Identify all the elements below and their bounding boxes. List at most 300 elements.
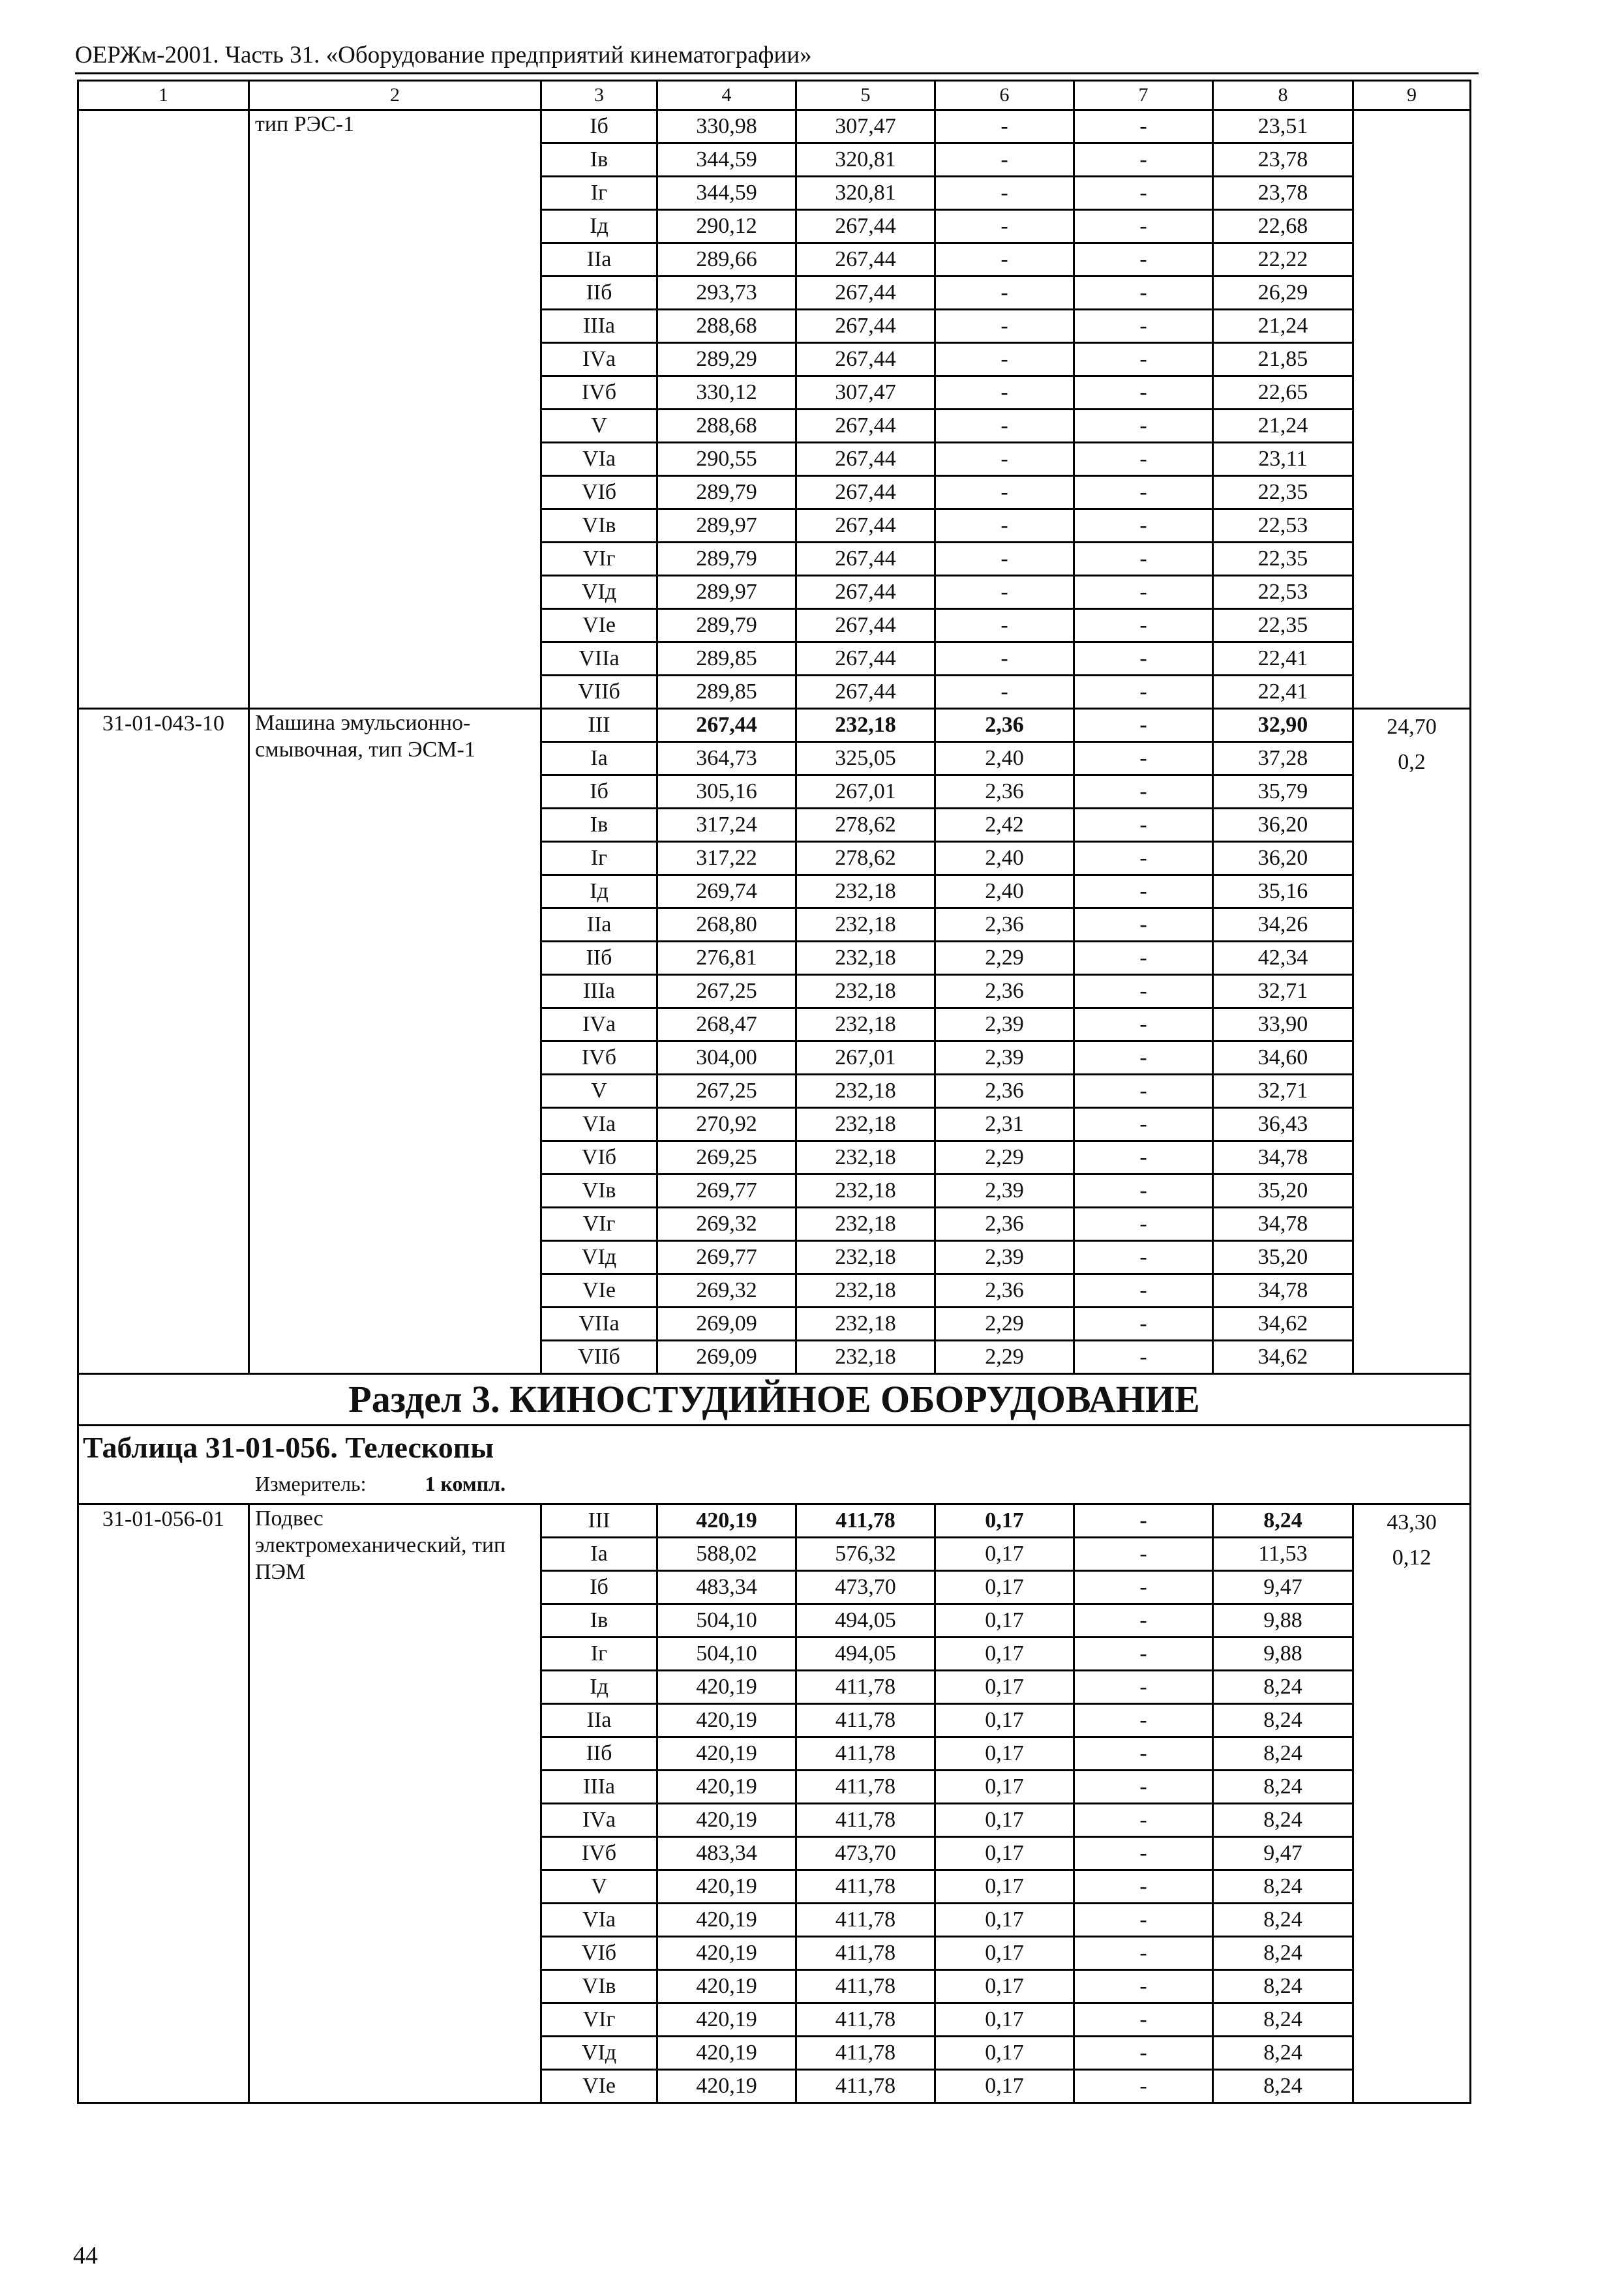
value-cell: 34,78 xyxy=(1213,1141,1353,1174)
value-cell: - xyxy=(1074,410,1213,443)
value-cell: 42,34 xyxy=(1213,942,1353,975)
value-cell: 278,62 xyxy=(796,842,935,875)
value-cell: - xyxy=(1074,1241,1213,1274)
value-cell: 9,47 xyxy=(1213,1837,1353,1870)
value-cell: 34,26 xyxy=(1213,908,1353,942)
value-cell: - xyxy=(935,509,1074,543)
value-cell: 0,17 xyxy=(935,1837,1074,1870)
value-cell: 411,78 xyxy=(796,1904,935,1937)
value-cell: 2,40 xyxy=(935,875,1074,908)
zone-cell: Iд xyxy=(541,1671,657,1704)
zone-cell: VIа xyxy=(541,1904,657,1937)
value-cell: 420,19 xyxy=(657,1504,796,1538)
value-cell: 317,24 xyxy=(657,809,796,842)
value-cell: 232,18 xyxy=(796,875,935,908)
zone-cell: Iа xyxy=(541,742,657,775)
value-cell: 411,78 xyxy=(796,1804,935,1837)
price-table xyxy=(77,80,1471,2104)
value-cell: - xyxy=(1074,842,1213,875)
value-cell: 232,18 xyxy=(796,1341,935,1374)
table-header xyxy=(78,1426,1471,1504)
table-body-part2 xyxy=(78,1504,1471,2103)
value-cell: 420,19 xyxy=(657,2037,796,2070)
value-cell: 420,19 xyxy=(657,1737,796,1771)
value-cell: 22,35 xyxy=(1213,609,1353,642)
zone-cell: IVб xyxy=(541,376,657,410)
zone-cell: VIд xyxy=(541,576,657,609)
table-header-row xyxy=(78,1426,1471,1504)
value-cell: 269,77 xyxy=(657,1174,796,1208)
value-cell: 267,44 xyxy=(796,443,935,476)
value-cell: 22,41 xyxy=(1213,676,1353,709)
value-cell: 269,32 xyxy=(657,1274,796,1308)
zone-cell: Iг xyxy=(541,842,657,875)
value-cell: - xyxy=(1074,642,1213,676)
value-cell: 0,17 xyxy=(935,1937,1074,1970)
zone-cell: VIе xyxy=(541,2070,657,2103)
value-cell: 330,98 xyxy=(657,110,796,143)
value-cell: - xyxy=(1074,942,1213,975)
value-cell: 411,78 xyxy=(796,1504,935,1538)
value-cell: 0,17 xyxy=(935,1604,1074,1638)
value-cell: - xyxy=(1074,1870,1213,1904)
value-cell: - xyxy=(1074,1538,1213,1571)
value-cell: 2,39 xyxy=(935,1241,1074,1274)
value-cell: - xyxy=(1074,1970,1213,2003)
value-cell: 267,44 xyxy=(657,709,796,742)
value-cell: 2,29 xyxy=(935,942,1074,975)
value-cell: - xyxy=(1074,576,1213,609)
value-cell: 2,36 xyxy=(935,975,1074,1008)
value-cell: 305,16 xyxy=(657,775,796,809)
value-cell: 344,59 xyxy=(657,143,796,177)
value-cell: 320,81 xyxy=(796,143,935,177)
value-cell: 8,24 xyxy=(1213,1504,1353,1538)
zone-cell: VIг xyxy=(541,2003,657,2037)
value-cell: 2,36 xyxy=(935,1208,1074,1241)
value-cell: 344,59 xyxy=(657,177,796,210)
value-cell: 0,17 xyxy=(935,1804,1074,1837)
value-cell: - xyxy=(1074,1571,1213,1604)
value-cell: - xyxy=(935,210,1074,243)
value-cell: 2,36 xyxy=(935,775,1074,809)
value-cell: 269,25 xyxy=(657,1141,796,1174)
zone-cell: IIа xyxy=(541,908,657,942)
value-cell: - xyxy=(1074,310,1213,343)
zone-cell: VIб xyxy=(541,476,657,509)
value-cell: 411,78 xyxy=(796,2037,935,2070)
value-cell: 325,05 xyxy=(796,742,935,775)
value-cell: 504,10 xyxy=(657,1604,796,1638)
value-cell: 36,20 xyxy=(1213,809,1353,842)
zone-cell: IIб xyxy=(541,277,657,310)
value-cell: 22,65 xyxy=(1213,376,1353,410)
value-cell: 232,18 xyxy=(796,1174,935,1208)
value-cell: 232,18 xyxy=(796,1274,935,1308)
col9-cell xyxy=(1353,709,1471,1374)
value-cell: - xyxy=(1074,1937,1213,1970)
zone-cell: VIIа xyxy=(541,642,657,676)
zone-cell: V xyxy=(541,1870,657,1904)
value-cell: 2,29 xyxy=(935,1141,1074,1174)
column-number: 6 xyxy=(935,81,1074,110)
value-cell: - xyxy=(1074,1308,1213,1341)
value-cell: 8,24 xyxy=(1213,2070,1353,2103)
value-cell: 0,17 xyxy=(935,1638,1074,1671)
value-cell: - xyxy=(1074,1108,1213,1141)
value-cell: 267,44 xyxy=(796,676,935,709)
table-body-part1 xyxy=(78,81,1471,1374)
value-cell: 420,19 xyxy=(657,1671,796,1704)
value-cell: - xyxy=(935,310,1074,343)
value-cell: - xyxy=(1074,1208,1213,1241)
value-cell: 289,29 xyxy=(657,343,796,376)
value-cell: - xyxy=(1074,509,1213,543)
zone-cell: Iб xyxy=(541,1571,657,1604)
value-cell: 320,81 xyxy=(796,177,935,210)
value-cell: 0,17 xyxy=(935,1870,1074,1904)
value-cell: - xyxy=(1074,1904,1213,1937)
value-cell: - xyxy=(935,576,1074,609)
value-cell: 35,20 xyxy=(1213,1174,1353,1208)
value-cell: - xyxy=(1074,742,1213,775)
value-cell: 420,19 xyxy=(657,1771,796,1804)
zone-cell: V xyxy=(541,1075,657,1108)
value-cell: - xyxy=(935,110,1074,143)
value-cell: - xyxy=(935,376,1074,410)
value-cell: 9,88 xyxy=(1213,1604,1353,1638)
value-cell: - xyxy=(1074,1504,1213,1538)
value-cell: - xyxy=(1074,775,1213,809)
value-cell: 22,41 xyxy=(1213,642,1353,676)
value-cell: - xyxy=(1074,277,1213,310)
value-cell: 276,81 xyxy=(657,942,796,975)
value-cell: - xyxy=(1074,1671,1213,1704)
value-cell: 411,78 xyxy=(796,1870,935,1904)
zone-cell: IIа xyxy=(541,1704,657,1737)
zone-cell: IIIа xyxy=(541,310,657,343)
value-cell: 37,28 xyxy=(1213,742,1353,775)
page-header: ОЕРЖм-2001. Часть 31. «Оборудование предприятий кинематографии» xyxy=(75,42,812,68)
value-cell: - xyxy=(1074,1604,1213,1638)
value-cell: - xyxy=(1074,975,1213,1008)
zone-cell: VIа xyxy=(541,443,657,476)
value-cell: 420,19 xyxy=(657,1870,796,1904)
table-row xyxy=(78,110,1471,143)
column-number: 4 xyxy=(657,81,796,110)
item-name: Машина эмульсионно-смывочная, тип ЭСМ-1 xyxy=(249,709,541,1374)
value-cell: 267,01 xyxy=(796,775,935,809)
value-cell: 2,39 xyxy=(935,1174,1074,1208)
value-cell: 35,20 xyxy=(1213,1241,1353,1274)
value-cell: 269,32 xyxy=(657,1208,796,1241)
value-cell: 0,17 xyxy=(935,2037,1074,2070)
value-cell: 8,24 xyxy=(1213,1671,1353,1704)
col9-value: 0,12 xyxy=(1392,1546,1432,1570)
value-cell: 420,19 xyxy=(657,1937,796,1970)
value-cell: 411,78 xyxy=(796,1771,935,1804)
value-cell: 420,19 xyxy=(657,2070,796,2103)
value-cell: 267,44 xyxy=(796,476,935,509)
value-cell: 9,47 xyxy=(1213,1571,1353,1604)
value-cell: - xyxy=(1074,609,1213,642)
value-cell: 307,47 xyxy=(796,110,935,143)
zone-cell: VIа xyxy=(541,1108,657,1141)
value-cell: 288,68 xyxy=(657,410,796,443)
column-number: 3 xyxy=(541,81,657,110)
value-cell: 267,44 xyxy=(796,609,935,642)
zone-cell: IVб xyxy=(541,1041,657,1075)
value-cell: - xyxy=(935,243,1074,277)
value-cell: 270,92 xyxy=(657,1108,796,1141)
value-cell: 289,85 xyxy=(657,676,796,709)
value-cell: 289,97 xyxy=(657,576,796,609)
value-cell: 494,05 xyxy=(796,1604,935,1638)
value-cell: 34,78 xyxy=(1213,1208,1353,1241)
value-cell: 0,17 xyxy=(935,2003,1074,2037)
value-cell: 268,47 xyxy=(657,1008,796,1041)
value-cell: 2,40 xyxy=(935,842,1074,875)
value-cell: 34,62 xyxy=(1213,1308,1353,1341)
value-cell: 11,53 xyxy=(1213,1538,1353,1571)
zone-cell: IVа xyxy=(541,1008,657,1041)
value-cell: 0,17 xyxy=(935,2070,1074,2103)
value-cell: - xyxy=(1074,1638,1213,1671)
value-cell: 23,78 xyxy=(1213,177,1353,210)
zone-cell: Iб xyxy=(541,110,657,143)
item-code: 31-01-043-10 xyxy=(78,709,249,1374)
value-cell: 232,18 xyxy=(796,1141,935,1174)
zone-cell: Iд xyxy=(541,210,657,243)
measure-row xyxy=(79,1469,1469,1498)
value-cell: 2,36 xyxy=(935,908,1074,942)
value-cell: 21,24 xyxy=(1213,410,1353,443)
value-cell: 22,53 xyxy=(1213,509,1353,543)
value-cell: 232,18 xyxy=(796,709,935,742)
zone-cell: Iа xyxy=(541,1538,657,1571)
value-cell: - xyxy=(935,642,1074,676)
value-cell: 32,71 xyxy=(1213,975,1353,1008)
value-cell: 232,18 xyxy=(796,1008,935,1041)
value-cell: 483,34 xyxy=(657,1837,796,1870)
col9-value: 0,2 xyxy=(1398,750,1426,774)
value-cell: 411,78 xyxy=(796,1704,935,1737)
value-cell: 293,73 xyxy=(657,277,796,310)
value-cell: 289,97 xyxy=(657,509,796,543)
value-cell: - xyxy=(1074,243,1213,277)
zone-cell: VIIа xyxy=(541,1308,657,1341)
value-cell: - xyxy=(1074,2070,1213,2103)
zone-cell: IIа xyxy=(541,243,657,277)
value-cell: 2,40 xyxy=(935,742,1074,775)
value-cell: 35,79 xyxy=(1213,775,1353,809)
column-number-row xyxy=(78,81,1471,110)
value-cell: 0,17 xyxy=(935,1970,1074,2003)
value-cell: 2,31 xyxy=(935,1108,1074,1141)
value-cell: - xyxy=(1074,343,1213,376)
value-cell: 0,17 xyxy=(935,1538,1074,1571)
value-cell: 364,73 xyxy=(657,742,796,775)
zone-cell: IIIа xyxy=(541,975,657,1008)
value-cell: - xyxy=(1074,1804,1213,1837)
col9-cell xyxy=(1353,1504,1471,2103)
value-cell: 22,68 xyxy=(1213,210,1353,243)
value-cell: - xyxy=(1074,2037,1213,2070)
value-cell: - xyxy=(935,609,1074,642)
value-cell: 8,24 xyxy=(1213,1737,1353,1771)
value-cell: 2,39 xyxy=(935,1008,1074,1041)
value-cell: 267,44 xyxy=(796,343,935,376)
zone-cell: VIг xyxy=(541,543,657,576)
value-cell: 33,90 xyxy=(1213,1008,1353,1041)
value-cell: 8,24 xyxy=(1213,1771,1353,1804)
value-cell: 267,44 xyxy=(796,243,935,277)
value-cell: 483,34 xyxy=(657,1571,796,1604)
zone-cell: VIв xyxy=(541,1970,657,2003)
value-cell: 8,24 xyxy=(1213,2003,1353,2037)
value-cell: 0,17 xyxy=(935,1737,1074,1771)
value-cell: - xyxy=(1074,1837,1213,1870)
value-cell: 2,29 xyxy=(935,1308,1074,1341)
zone-cell: VIд xyxy=(541,2037,657,2070)
value-cell: 232,18 xyxy=(796,1241,935,1274)
page-number: 44 xyxy=(73,2242,98,2269)
zone-cell: VIIб xyxy=(541,676,657,709)
value-cell: - xyxy=(1074,676,1213,709)
value-cell: 22,53 xyxy=(1213,576,1353,609)
value-cell: 420,19 xyxy=(657,1904,796,1937)
zone-cell: VIе xyxy=(541,609,657,642)
table-row xyxy=(78,709,1471,742)
value-cell: - xyxy=(1074,709,1213,742)
value-cell: 588,02 xyxy=(657,1538,796,1571)
value-cell: 34,60 xyxy=(1213,1041,1353,1075)
value-cell: 268,80 xyxy=(657,908,796,942)
value-cell: - xyxy=(1074,2003,1213,2037)
zone-cell: III xyxy=(541,1504,657,1538)
zone-cell: IVа xyxy=(541,1804,657,1837)
value-cell: - xyxy=(935,177,1074,210)
col9-value: 24,70 xyxy=(1387,715,1437,739)
zone-cell: V xyxy=(541,410,657,443)
header-rule xyxy=(75,72,1479,74)
value-cell: 35,16 xyxy=(1213,875,1353,908)
value-cell: 8,24 xyxy=(1213,1904,1353,1937)
value-cell: - xyxy=(1074,110,1213,143)
value-cell: - xyxy=(935,410,1074,443)
zone-cell: III xyxy=(541,709,657,742)
zone-cell: Iв xyxy=(541,1604,657,1638)
value-cell: 288,68 xyxy=(657,310,796,343)
zone-cell: VIв xyxy=(541,1174,657,1208)
value-cell: 267,44 xyxy=(796,576,935,609)
item-name: тип РЭС-1 xyxy=(249,110,541,709)
value-cell: - xyxy=(1074,1737,1213,1771)
value-cell: 290,55 xyxy=(657,443,796,476)
value-cell: 576,32 xyxy=(796,1538,935,1571)
zone-cell: Iд xyxy=(541,875,657,908)
value-cell: 22,35 xyxy=(1213,476,1353,509)
value-cell: 269,74 xyxy=(657,875,796,908)
zone-cell: IVа xyxy=(541,343,657,376)
measure-label: Измеритель: xyxy=(255,1472,367,1495)
value-cell: 290,12 xyxy=(657,210,796,243)
value-cell: 411,78 xyxy=(796,1937,935,1970)
value-cell: 267,01 xyxy=(796,1041,935,1075)
value-cell: 269,09 xyxy=(657,1341,796,1374)
value-cell: 2,42 xyxy=(935,809,1074,842)
value-cell: 2,36 xyxy=(935,1274,1074,1308)
value-cell: 289,79 xyxy=(657,476,796,509)
value-cell: 32,90 xyxy=(1213,709,1353,742)
zone-cell: Iв xyxy=(541,809,657,842)
column-number: 8 xyxy=(1213,81,1353,110)
value-cell: 289,79 xyxy=(657,543,796,576)
value-cell: - xyxy=(1074,1341,1213,1374)
item-name: Подвес электромеханический, тип ПЭМ xyxy=(249,1504,541,2103)
value-cell: - xyxy=(1074,908,1213,942)
value-cell: 232,18 xyxy=(796,942,935,975)
value-cell: - xyxy=(935,443,1074,476)
column-number: 5 xyxy=(796,81,935,110)
section-title: Раздел 3. КИНОСТУДИЙНОЕ ОБОРУДОВАНИЕ xyxy=(78,1374,1471,1426)
value-cell: - xyxy=(1074,1075,1213,1108)
value-cell: 23,78 xyxy=(1213,143,1353,177)
value-cell: 473,70 xyxy=(796,1837,935,1870)
value-cell: 22,35 xyxy=(1213,543,1353,576)
value-cell: 26,29 xyxy=(1213,277,1353,310)
value-cell: - xyxy=(1074,809,1213,842)
value-cell: 2,36 xyxy=(935,709,1074,742)
value-cell: 267,44 xyxy=(796,642,935,676)
value-cell: 2,29 xyxy=(935,1341,1074,1374)
value-cell: 307,47 xyxy=(796,376,935,410)
value-cell: 8,24 xyxy=(1213,1804,1353,1837)
value-cell: - xyxy=(1074,1174,1213,1208)
value-cell: 304,00 xyxy=(657,1041,796,1075)
zone-cell: VIб xyxy=(541,1937,657,1970)
value-cell: - xyxy=(1074,1704,1213,1737)
value-cell: 267,25 xyxy=(657,975,796,1008)
column-number: 2 xyxy=(249,81,541,110)
value-cell: 21,24 xyxy=(1213,310,1353,343)
column-number: 7 xyxy=(1074,81,1213,110)
value-cell: 267,44 xyxy=(796,210,935,243)
value-cell: 269,09 xyxy=(657,1308,796,1341)
value-cell: 278,62 xyxy=(796,809,935,842)
zone-cell: IIIа xyxy=(541,1771,657,1804)
value-cell: 504,10 xyxy=(657,1638,796,1671)
value-cell: 32,71 xyxy=(1213,1075,1353,1108)
value-cell: 411,78 xyxy=(796,1671,935,1704)
value-cell: 232,18 xyxy=(796,1208,935,1241)
value-cell: - xyxy=(935,277,1074,310)
value-cell: 420,19 xyxy=(657,1970,796,2003)
value-cell: - xyxy=(935,543,1074,576)
value-cell: 269,77 xyxy=(657,1241,796,1274)
value-cell: 8,24 xyxy=(1213,1937,1353,1970)
value-cell: 34,62 xyxy=(1213,1341,1353,1374)
value-cell: 232,18 xyxy=(796,1308,935,1341)
value-cell: 9,88 xyxy=(1213,1638,1353,1671)
value-cell: - xyxy=(935,343,1074,376)
value-cell: - xyxy=(935,676,1074,709)
value-cell: 420,19 xyxy=(657,1704,796,1737)
value-cell: 232,18 xyxy=(796,975,935,1008)
zone-cell: Iг xyxy=(541,1638,657,1671)
value-cell: 8,24 xyxy=(1213,1970,1353,2003)
value-cell: 8,24 xyxy=(1213,2037,1353,2070)
